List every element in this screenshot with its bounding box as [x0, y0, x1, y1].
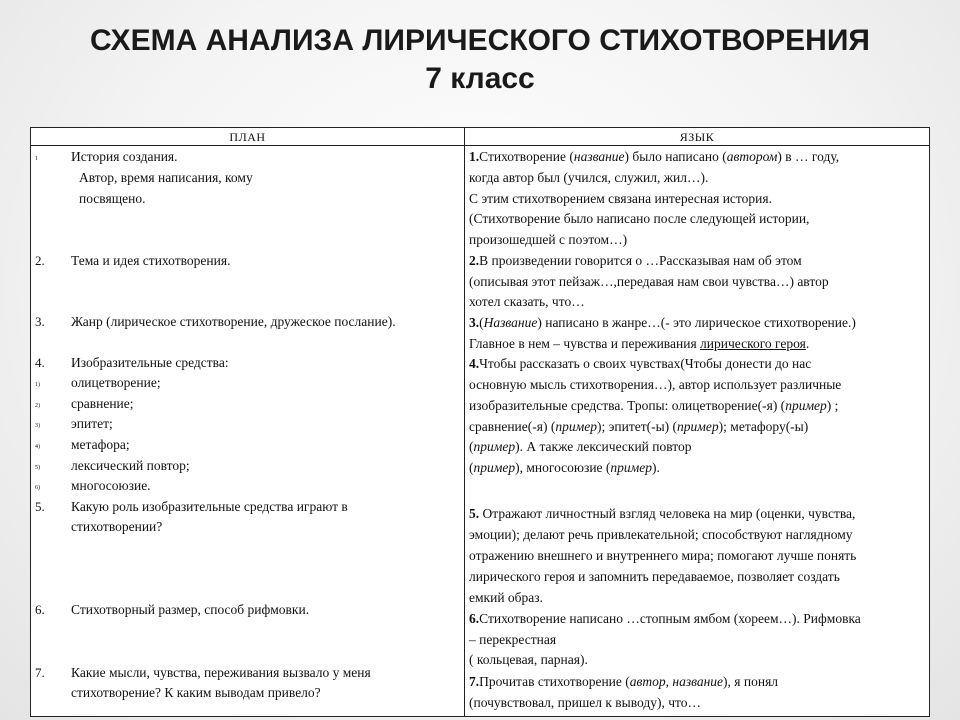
- plan-number-2: 2.: [35, 253, 45, 268]
- sub-number-3: 3): [35, 423, 40, 429]
- plan-item-6: Стихотворный размер, способ рифмовки.: [71, 602, 310, 617]
- header-plan: ПЛАН: [229, 130, 266, 144]
- plan-item-2: Тема и идея стихотворения.: [71, 253, 231, 268]
- column-divider: [464, 128, 465, 716]
- lang-number-7: 7.: [469, 674, 480, 689]
- lang-item-7-line-2: (почувствовал, пришел к выводу), что…: [469, 695, 702, 710]
- header-language: ЯЗЫК: [679, 130, 715, 144]
- title-line-2: 7 класс: [425, 62, 535, 95]
- plan-item-7-a: Какие мысли, чувства, переживания вызвало у меня: [71, 665, 371, 680]
- lang-item-1-line-2: когда автор был (учился, служил, жил…).: [469, 170, 709, 185]
- lang-number-6: 6.: [469, 611, 480, 626]
- lang-number-3: 3.: [469, 315, 480, 330]
- sub-number-2: 2): [35, 403, 40, 409]
- sub-item-1: олицетворение;: [71, 375, 161, 390]
- plan-number-1: 1: [35, 156, 38, 162]
- lang-item-1-line-5: произошедшей с поэтом…): [469, 232, 628, 247]
- header-divider: [31, 145, 929, 146]
- lang-item-6-line-3: ( кольцевая, парная).: [469, 652, 588, 667]
- sub-item-4: метафора;: [71, 437, 130, 452]
- title-line-1: СХЕМА АНАЛИЗА ЛИРИЧЕСКОГО СТИХОТВОРЕНИЯ: [90, 24, 870, 57]
- lang-item-6-line-1: 6.Стихотворение написано …стопным ямбом (хореем…). Рифмовка: [469, 611, 861, 626]
- lang-item-5-line-5: емкий образ.: [469, 590, 543, 605]
- lang-item-5-line-3: отражению внешнего и внутреннего мира; помогают лучше понять: [469, 548, 857, 563]
- analysis-table: [30, 127, 930, 717]
- plan-number-3: 3.: [35, 314, 45, 329]
- sub-item-3: эпитет;: [71, 416, 113, 431]
- lang-number-5: 5.: [469, 506, 480, 521]
- lang-item-6-line-2: – перекрестная: [469, 632, 557, 647]
- lang-item-5-line-1: 5. Отражают личностный взгляд человека на мир (оценки, чувства,: [469, 506, 856, 521]
- lang-item-2-line-3: хотел сказать, что…: [469, 294, 585, 309]
- sub-item-5: лексический повтор;: [71, 458, 190, 473]
- lang-item-3-line-1: 3.(Название) написано в жанре…(- это лирическое стихотворение.): [469, 315, 856, 330]
- lang-item-3-line-2: Главное в нем – чувства и переживания лирического героя.: [469, 336, 810, 351]
- sub-item-6: многосоюзие.: [71, 478, 151, 493]
- lang-number-4: 4.: [469, 356, 480, 371]
- lang-number-2: 2.: [469, 253, 480, 268]
- lang-item-1-line-1: 1.Стихотворение (название) было написано (автором) в … году,: [469, 149, 840, 164]
- lang-item-2-line-1: 2.В произведении говорится о …Рассказывая нам об этом: [469, 253, 802, 268]
- sub-number-1: 1): [35, 382, 40, 388]
- lang-item-4-line-6: (пример), многосоюзие (пример).: [469, 460, 660, 475]
- plan-item-1-detail-b: посвящено.: [79, 191, 146, 206]
- lang-item-4-line-5: (пример). А также лексический повтор: [469, 439, 692, 454]
- plan-item-3: Жанр (лирическое стихотворение, дружеское послание).: [71, 314, 396, 329]
- plan-number-6: 6.: [35, 602, 45, 617]
- page-title: [0, 22, 960, 98]
- plan-item-5-b: стихотворении?: [71, 519, 163, 534]
- lang-item-5-line-2: эмоции); делают речь привлекательной; способствуют наглядному: [469, 527, 853, 542]
- lang-item-5-line-4: лирического героя и запомнить передаваемое, позволяет создать: [469, 569, 840, 584]
- sub-item-2: сравнение;: [71, 396, 134, 411]
- lang-item-1-line-3: С этим стихотворением связана интересная история.: [469, 191, 772, 206]
- plan-number-7: 7.: [35, 665, 45, 680]
- plan-item-1: История создания.: [71, 149, 178, 164]
- plan-item-7-b: стихотворение? К каким выводам привело?: [71, 685, 321, 700]
- lang-item-2-line-2: (описывая этот пейзаж…,передавая нам свои чувства…) автор: [469, 274, 829, 289]
- sub-number-5: 5): [35, 465, 40, 471]
- plan-number-4: 4.: [35, 355, 45, 370]
- lang-item-4-line-4: сравнение(-я) (пример); эпитет(-ы) (пример); метафору(-ы): [469, 419, 809, 434]
- lang-item-4-line-3: изобразительные средства. Тропы: олицетворение(-я) (пример) ;: [469, 398, 839, 413]
- plan-item-5-a: Какую роль изобразительные средства играют в: [71, 499, 348, 514]
- lang-item-1-line-4: (Стихотворение было написано после следующей истории,: [469, 211, 810, 226]
- plan-number-5: 5.: [35, 499, 45, 514]
- sub-number-4: 4): [35, 444, 40, 450]
- plan-item-4: Изобразительные средства:: [71, 355, 229, 370]
- sub-number-6: 6): [35, 485, 40, 491]
- lang-number-1: 1.: [469, 149, 480, 164]
- plan-item-1-detail-a: Автор, время написания, кому: [79, 170, 253, 185]
- lang-item-7-line-1: 7.Прочитав стихотворение (автор, название), я понял: [469, 674, 779, 689]
- lang-item-4-line-2: основную мысль стихотворения…), автор использует различные: [469, 377, 842, 392]
- lang-item-4-line-1: 4.Чтобы рассказать о своих чувствах(Чтобы донести до нас: [469, 356, 812, 371]
